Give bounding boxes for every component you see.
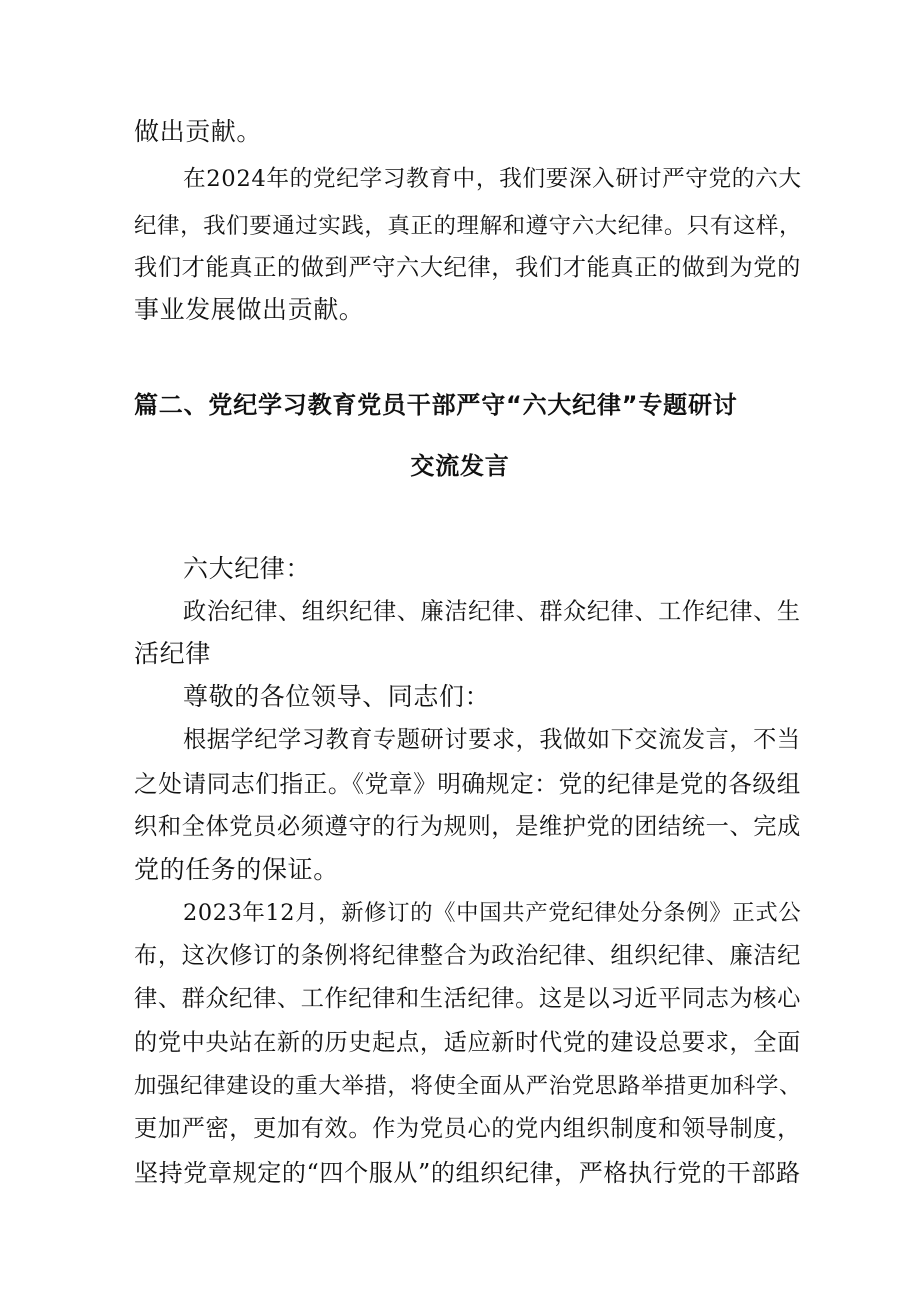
- paragraph-line: 在2024年的党纪学习教育中，我们要深入研讨严守党的六大: [183, 166, 802, 192]
- paragraph-line: 加强纪律建设的重大举措，将使全面从严治党思路举措更加科学、: [134, 1073, 803, 1099]
- paragraph-line: 根据学纪学习教育专题研讨要求，我做如下交流发言，不当: [183, 727, 801, 753]
- paragraph-line: 布，这次修订的条例将纪律整合为政治纪律、组织纪律、廉洁纪: [134, 942, 801, 969]
- paragraph-line: 做出贡献。: [134, 117, 263, 146]
- paragraph-line: 更加严密，更加有效。作为党员心的党内组织制度和领导制度，: [134, 1115, 801, 1142]
- paragraph-line: 律、群众纪律、工作纪律和生活纪律。这是以习近平同志为核心: [134, 985, 801, 1012]
- paragraph-line: 纪律，我们要通过实践，真正的理解和遵守六大纪律。只有这样，: [134, 213, 803, 239]
- paragraph-line: 2023年12月，新修订的《中国共产党纪律处分条例》正式公: [183, 900, 802, 926]
- paragraph-line: 坚持党章规定的“四个服从”的组织纪律，严格执行党的干部路: [134, 1159, 801, 1187]
- paragraph-line: 事业发展做出贡献。: [134, 295, 365, 324]
- paragraph-line: 之处请同志们指正。《党章》明确规定：党的纪律是党的各级组: [134, 770, 801, 798]
- disciplines-line: 活纪律: [134, 639, 211, 668]
- paragraph-line: 我们才能真正的做到严守六大纪律，我们才能真正的做到为党的: [134, 254, 801, 281]
- paragraph-line: 党的任务的保证。: [134, 855, 339, 884]
- paragraph-line: 织和全体党员必须遵守的行为规则，是维护党的团结统一、完成: [134, 813, 801, 840]
- paragraph-line: 的党中央站在新的历史起点，适应新时代党的建设总要求，全面: [134, 1029, 801, 1056]
- section-heading-continuation: 交流发言: [410, 452, 510, 480]
- salutation: 尊敬的各位领导、同志们：: [183, 682, 491, 711]
- section-heading: 篇二、党纪学习教育党员干部严守“六大纪律”专题研讨: [134, 391, 738, 419]
- disciplines-line: 政治纪律、组织纪律、廉洁纪律、群众纪律、工作纪律、生: [183, 599, 801, 625]
- intro-label: 六大纪律：: [183, 554, 312, 583]
